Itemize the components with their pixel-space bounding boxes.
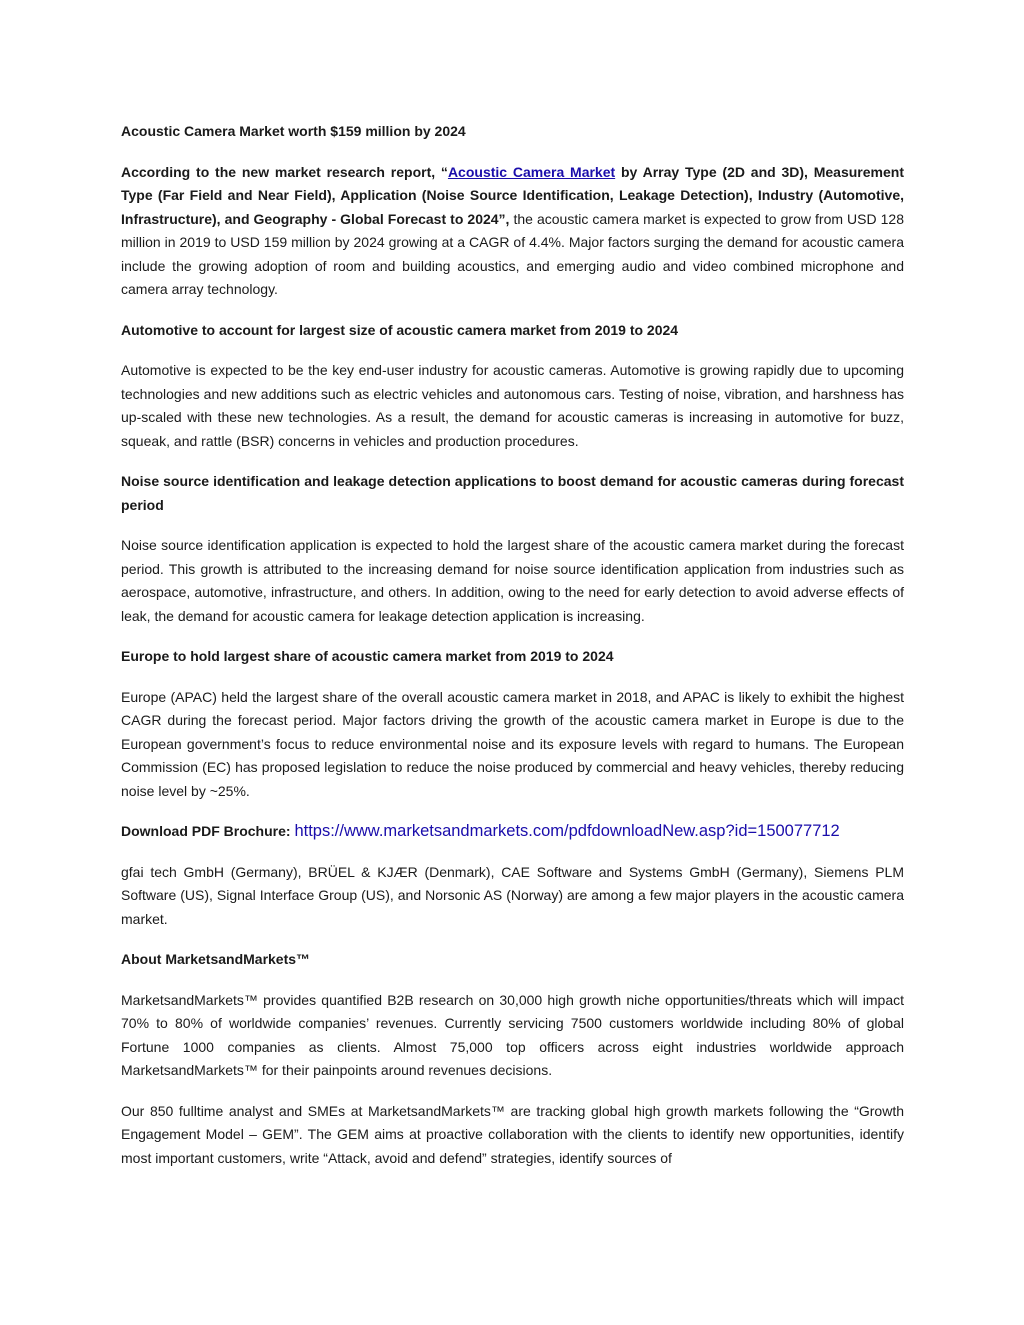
about-paragraph-2: Our 850 fulltime analyst and SMEs at MarketsandMarkets™ are tracking global high growth markets following the “Growth Engagement Model – GEM”. The GEM aims at proactive collaboration with the clients to identify new opportunities, identify most important customers, write “Attack, avoid and defend” strategies, identify sources of xyxy=(121,1102,904,1166)
automotive-paragraph: Automotive is expected to be the key end-user industry for acoustic cameras. Automotive is growing rapidly due to upcoming technologies and new additions such as electric vehicles and autonomous cars. Testing of noise, vibration, and harshness has up-scaled with these new technologies. As a result, the demand for acoustic cameras is increasing in automotive for buzz, squeak, and rattle (BSR) concerns in vehicles and production procedures. xyxy=(121,362,904,449)
about-paragraph-1: MarketsandMarkets™ provides quantified B2B research on 30,000 high growth niche opportunities/threats which will impact 70% to 80% of worldwide companies’ revenues. Currently servicing 7500 customers worldwide including 80% of global Fortune 1000 companies as clients. Almost 75,000 top officers across eight industries worldwide approach MarketsandMarkets™ for their painpoints around revenues decisions. xyxy=(121,991,904,1078)
intro-paragraph xyxy=(121,161,904,302)
intro-lead-text: According to the new market research report, “ xyxy=(121,163,448,180)
europe-paragraph: Europe (APAC) held the largest share of the overall acoustic camera market in 2018, and APAC is likely to exhibit the highest CAGR during the forecast period. Major factors driving the growth of the acoustic camera market in Europe is due to the European government’s focus to reduce environmental noise and its exposure levels with regard to humans. The European Commission (EC) has proposed legislation to reduce the noise produced by commercial and heavy vehicles, thereby reducing noise level by ~25%. xyxy=(121,688,904,799)
noise-source-heading: Noise source identification and leakage detection applications to boost demand for acoustic cameras during forecast period xyxy=(121,473,904,513)
acoustic-camera-market-link[interactable]: Acoustic Camera Market xyxy=(447,163,616,180)
intro-body-text: the acoustic camera market is expected to grow from USD 128 million in 2019 to USD 159 million by 2024 growing at a CAGR of 4.4%. Major factors surging the demand for acoustic camera include the growing adoption of room and building acoustics, and emerging audio and video combined microphone and camera array technology. xyxy=(121,210,905,297)
intro-report-title: by Array Type (2D and 3D), Measurement Type (Far Field and Near Field), Application (Noise Source Identification, Leakage Detection), Industry (Automotive, Infrastructure), and Geography - Global Forecast to 2024”, xyxy=(121,163,904,227)
download-brochure-label: Download PDF Brochure: xyxy=(121,823,295,839)
document-page xyxy=(121,120,904,1170)
major-players-paragraph: gfai tech GmbH (Germany), BRÜEL & KJÆR (Denmark), CAE Software and Systems GmbH (Germany), Siemens PLM Software (US), Signal Interface Group (US), and Norsonic AS (Norway) are among a few major players in the acoustic camera market. xyxy=(121,863,904,927)
noise-source-paragraph: Noise source identification application is expected to hold the largest share of the acoustic camera market during the forecast period. This growth is attributed to the increasing demand for noise source identification application from industries such as aerospace, automotive, infrastructure, and others. In addition, owing to the need for early detection to avoid adverse effects of leak, the demand for acoustic camera for leakage detection application is increasing. xyxy=(121,537,904,624)
pdf-download-link[interactable]: https://www.marketsandmarkets.com/pdfdownloadNew.asp?id=150077712 xyxy=(294,822,840,840)
automotive-heading: Automotive to account for largest size of acoustic camera market from 2019 to 2024 xyxy=(121,321,679,338)
europe-heading: Europe to hold largest share of acoustic camera market from 2019 to 2024 xyxy=(121,648,614,664)
download-brochure-line xyxy=(121,820,904,844)
about-heading: About MarketsandMarkets™ xyxy=(121,951,311,967)
document-title: Acoustic Camera Market worth $159 million by 2024 xyxy=(121,123,466,139)
